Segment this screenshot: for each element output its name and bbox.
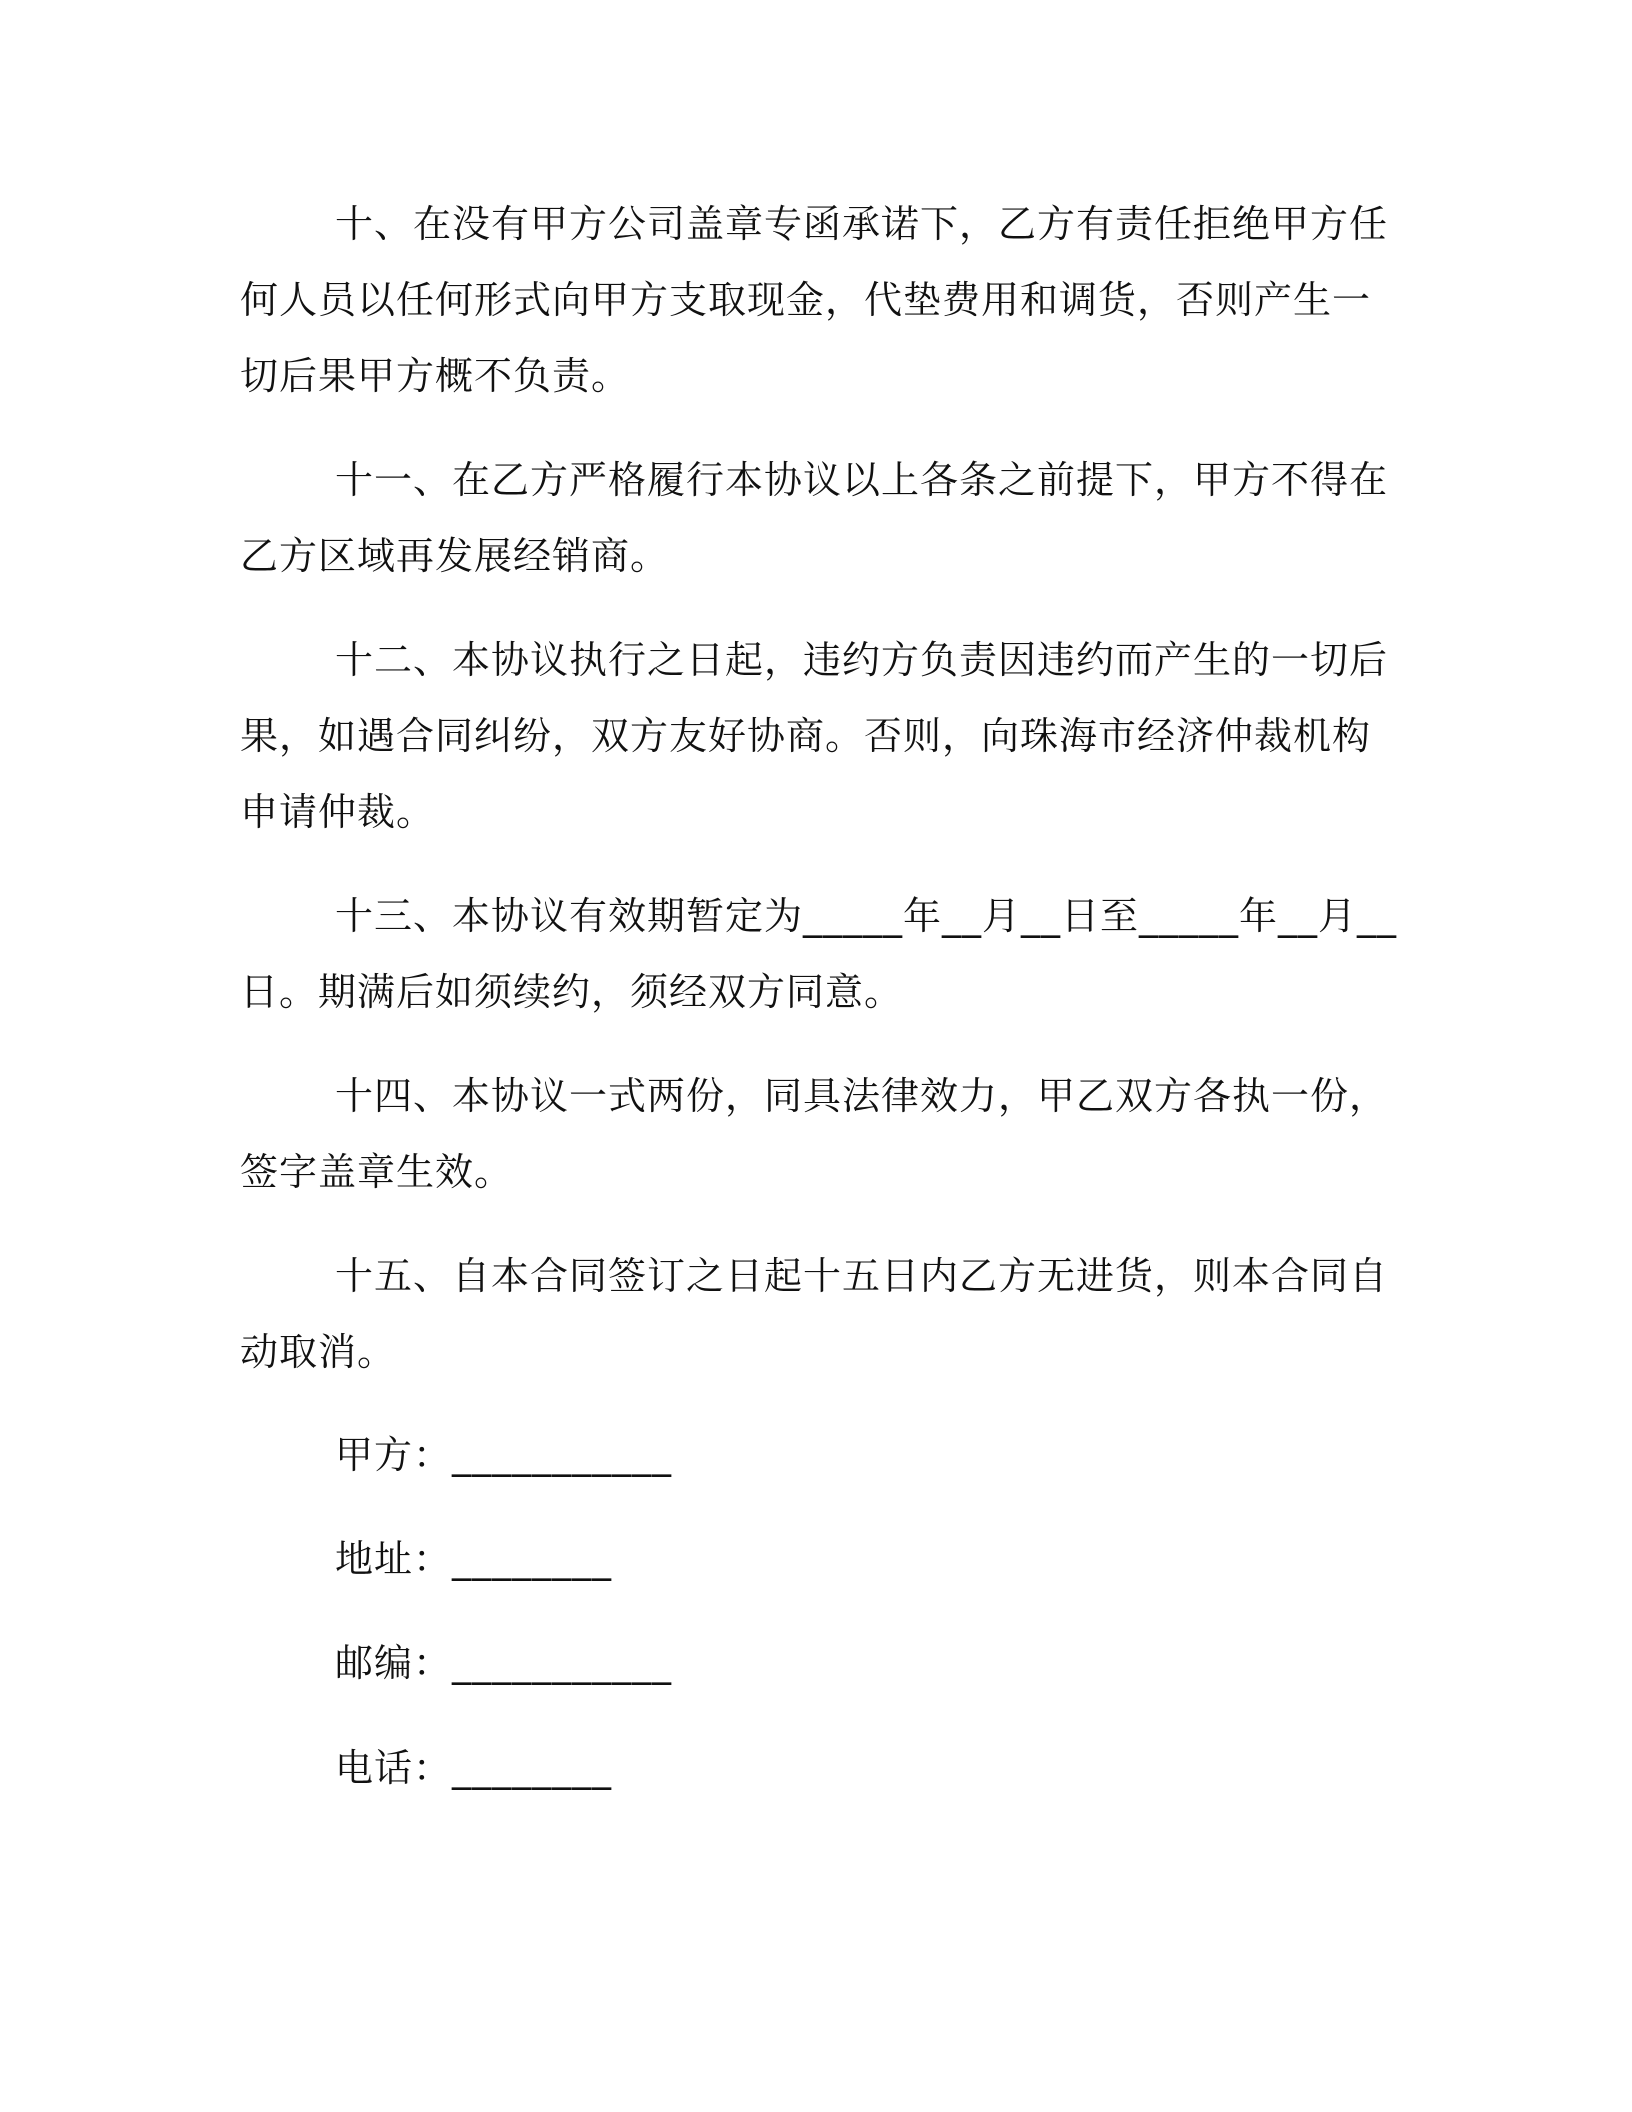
clause-10: 十、在没有甲方公司盖章专函承诺下，乙方有责任拒绝甲方任何人员以任何形式向甲方支取现金，代垫费用和调货，否则产生一切后果甲方概不负责。 xyxy=(240,202,1389,398)
clause-15: 十五、自本合同签订之日起十五日内乙方无进货，则本合同自动取消。 xyxy=(240,1254,1389,1374)
clause-12: 十二、本协议执行之日起，违约方负责因违约而产生的一切后果，如遇合同纠纷，双方友好协商。否则，向珠海市经济仲裁机构申请仲裁。 xyxy=(240,638,1389,834)
signature-party-a-line: 甲方：___________ xyxy=(335,1433,673,1477)
signature-postcode-line: 邮编：___________ xyxy=(335,1641,673,1685)
signature-phone-line: 电话：________ xyxy=(335,1746,613,1790)
clause-13: 十三、本协议有效期暂定为_____年__月__日至_____年__月__日。期满后如须续约，须经双方同意。 xyxy=(240,894,1398,1014)
clause-11: 十一、在乙方严格履行本协议以上各条之前提下，甲方不得在乙方区域再发展经销商。 xyxy=(240,458,1389,578)
signature-address-line: 地址：________ xyxy=(335,1537,613,1581)
document-body xyxy=(240,186,1400,1418)
clause-14: 十四、本协议一式两份，同具法律效力，甲乙双方各执一份，签字盖章生效。 xyxy=(240,1074,1389,1194)
